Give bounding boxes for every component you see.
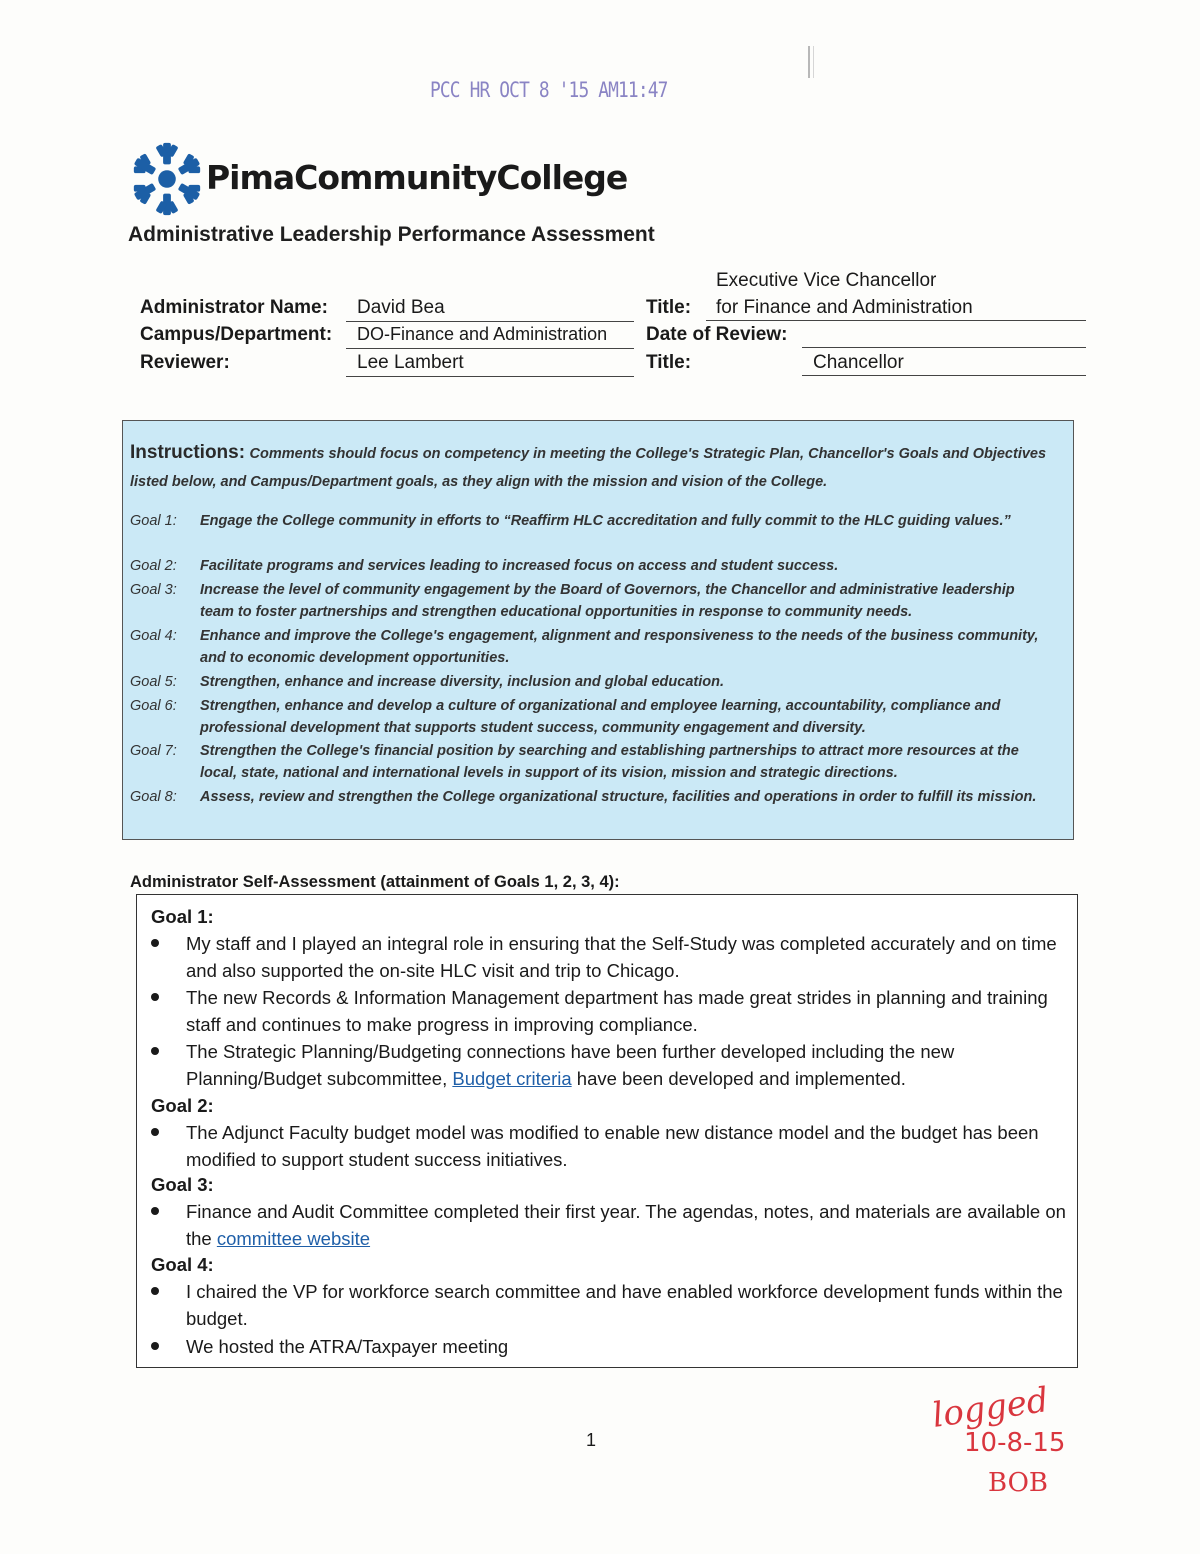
admin-title-label: Title:	[646, 297, 692, 318]
instructions-box	[122, 420, 1074, 840]
budget-criteria-link[interactable]: Budget criteria	[452, 1068, 572, 1089]
bullet-icon	[151, 1128, 159, 1136]
goal-label: Goal 4:	[130, 628, 177, 644]
sa-goal2-heading: Goal 2:	[151, 1095, 214, 1116]
goal-label: Goal 8:	[130, 789, 177, 805]
goal-text: Facilitate programs and services leading to increased focus on access and student success.	[200, 558, 839, 574]
admin-name-label: Administrator Name:	[140, 297, 328, 318]
page-number: 1	[586, 1430, 597, 1450]
sa-goal3-heading: Goal 3:	[151, 1174, 214, 1195]
instructions-text: Comments should focus on competency in meeting the College's Strategic Plan, Chancellor's Goals and Objectives listed below, and Campus/Department goals, as they align with the mission and vision of the College.	[130, 446, 1047, 490]
goal-label: Goal 1:	[130, 513, 177, 529]
date-of-review-label: Date of Review:	[646, 324, 788, 345]
handwritten-initials: BOB	[988, 1468, 1049, 1498]
goal-label: Goal 2:	[130, 558, 177, 574]
committee-website-link[interactable]: committee website	[216, 1228, 371, 1249]
goal-label: Goal 6:	[130, 698, 177, 714]
reviewer-title-value: Chancellor	[813, 352, 904, 373]
campus-value: DO-Finance and Administration	[357, 324, 608, 344]
instructions-heading: Instructions:	[130, 442, 246, 463]
goal-text: Assess, review and strengthen the College organizational structure, facilities and operations in order to fulfill its mission.	[200, 789, 1037, 805]
reviewer-title-underline	[802, 375, 1086, 376]
reviewer-label: Reviewer:	[140, 352, 230, 373]
goal-text: Strengthen the College's financial position by searching and establishing partnerships to attract more resources at the local, state, national and international levels in support of its vision, mission and strategic directions.	[200, 743, 1019, 781]
bullet-icon	[151, 1342, 159, 1350]
admin-title-underline	[706, 320, 1086, 321]
sa-goal1-heading: Goal 1:	[151, 906, 214, 927]
bullet-icon	[151, 1207, 159, 1215]
bullet-icon	[151, 939, 159, 947]
campus-underline	[346, 348, 634, 349]
handwritten-date: 10-8-15	[964, 1428, 1066, 1458]
goal-text: Strengthen, enhance and increase diversity, inclusion and global education.	[200, 674, 724, 690]
reviewer-title-label: Title:	[646, 352, 692, 373]
bullet-icon	[151, 1287, 159, 1295]
bullet-icon	[151, 993, 159, 1001]
goal-text: Enhance and improve the College's engagement, alignment and responsiveness to the needs of the business community, and to economic development opportunities.	[200, 628, 1039, 666]
college-logo-wordmark: PimaCommunityCollege	[206, 158, 628, 197]
sa-goal4-heading: Goal 4:	[151, 1254, 214, 1275]
goal-label: Goal 3:	[130, 582, 177, 598]
received-stamp: PCC HR OCT 8 '15 AM11:47	[430, 78, 668, 102]
admin-name-underline	[346, 321, 634, 322]
self-assessment-title: Administrator Self-Assessment (attainment of Goals 1, 2, 3, 4):	[130, 873, 620, 891]
self-assessment-box: Goal 1: My staff and I played an integral role in ensuring that the Self-Study was completed accurately and on time and also supported the on-site HLC visit and trip to Chicago. The new Records & Information Management department has made great strides in planning and training staff and continues to make progress in improving compliance. The Strategic Planning/Budgeting connections have been further developed including the new Planning/Budget subcommittee, Budget criteria have been developed and implemented. Goal 2: The Adjunct Faculty budget model was modified to enable new distance model and the budget has been modified to support student success initiatives. Goal 3: Finance and Audit Committee completed their first year. The agendas, notes, and materials are available on the committee website Goal 4: I chaired the VP for workforce search committee and have enabled workforce development funds within the budget. We hosted the ATRA/Taxpayer meeting	[136, 894, 1078, 1368]
form-title: Administrative Leadership Performance Assessment	[128, 223, 655, 246]
admin-title-line2: for Finance and Administration	[716, 297, 973, 318]
goal-label: Goal 7:	[130, 743, 177, 759]
goal-text: Strengthen, enhance and develop a culture of organizational and employee learning, accountability, compliance and professional development that supports student success, community engagement and diversity.	[200, 698, 1001, 736]
instructions-header	[130, 439, 1050, 496]
goal-label: Goal 5:	[130, 674, 177, 690]
admin-title-line1: Executive Vice Chancellor	[716, 270, 937, 291]
handwritten-logged: logged	[929, 1380, 1051, 1436]
bullet-icon	[151, 1047, 159, 1055]
admin-name-value: David Bea	[357, 297, 445, 318]
pima-snowflake-logo-icon	[128, 140, 206, 218]
scan-artifact	[808, 46, 814, 78]
campus-label: Campus/Department:	[140, 324, 333, 345]
goal-text: Increase the level of community engagement by the Board of Governors, the Chancellor and administrative leadership team to foster partnerships and strengthen educational opportunities in response to community needs.	[200, 582, 1015, 620]
reviewer-value: Lee Lambert	[357, 352, 464, 373]
goal-text: Engage the College community in efforts to “Reaffirm HLC accreditation and fully commit to the HLC guiding values.”	[200, 513, 1011, 529]
reviewer-underline	[346, 376, 634, 377]
date-of-review-underline	[802, 347, 1086, 348]
